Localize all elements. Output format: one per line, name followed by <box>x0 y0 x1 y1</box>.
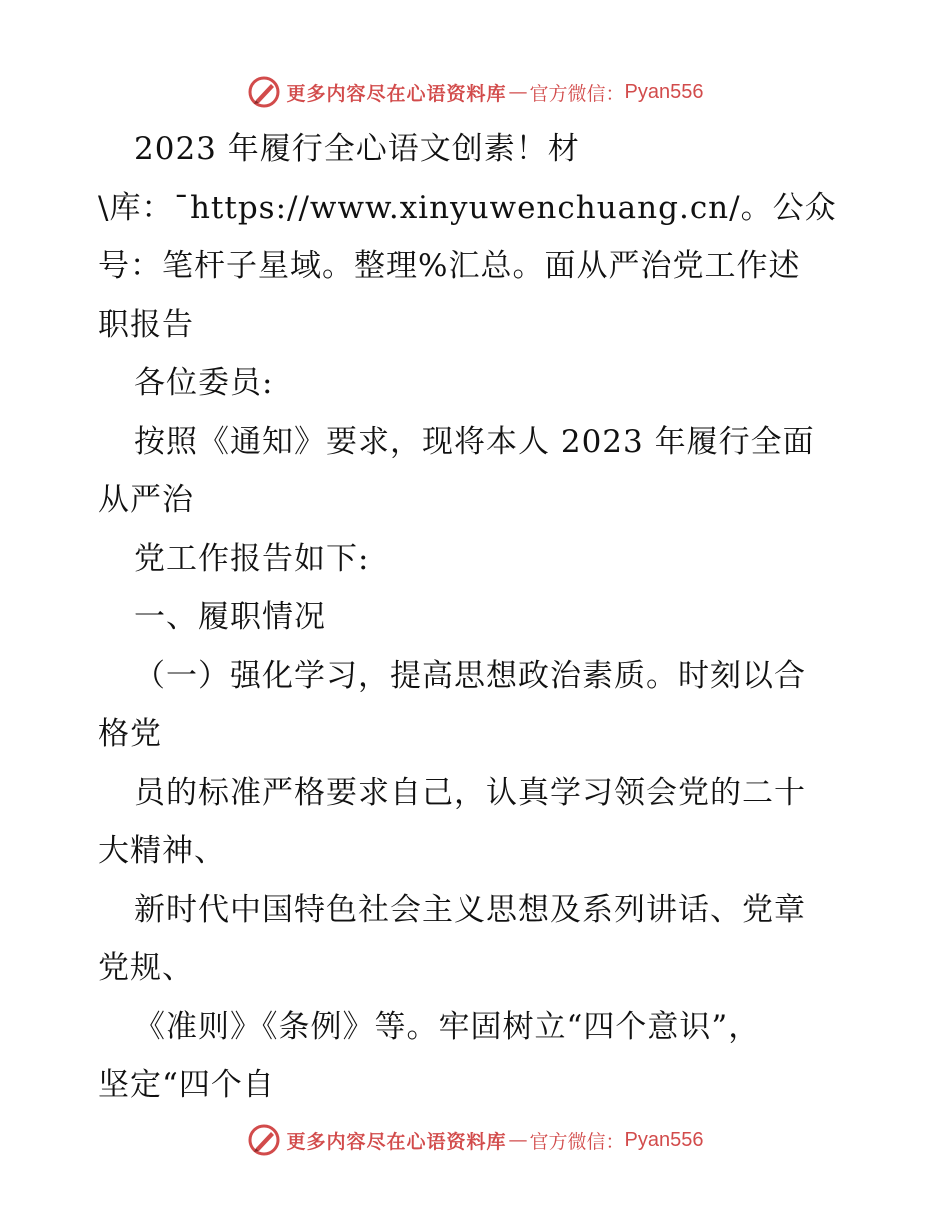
text-line: 党工作报告如下: <box>134 540 370 577</box>
text-line: \库：¯https://www.xinyuwenchuang.cn/。公众 <box>98 189 837 226</box>
text-line: （一）强化学习，提高思想政治素质。时刻以合 <box>134 657 806 694</box>
text-line: 员的标准严格要求自己，认真学习领会党的二十 <box>134 774 806 811</box>
text-line: 按照《通知》要求，现将本人 2023 年履行全面 <box>134 423 815 460</box>
text-line: 号：笔杆子星域。整理%汇总。面从严治党工作述 <box>98 248 801 284</box>
banner-official-label: 官方微信： <box>529 82 625 105</box>
text-line: 坚定“四个自 <box>98 1067 275 1103</box>
text-line: 各位委员: <box>134 365 274 401</box>
text-line: 《准则》《条例》等。牢固树立“四个意识”， <box>134 1008 761 1045</box>
banner-main-text: 更多内容尽在心语资料库 <box>286 1130 507 1153</box>
text-line: 一、履职情况 <box>134 599 326 635</box>
footer-watermark-banner <box>0 1120 950 1160</box>
text-line: 格党 <box>98 716 162 752</box>
header-watermark-banner <box>0 72 950 112</box>
banner-wechat-id: Pyan556 <box>624 80 704 103</box>
pen-logo-icon <box>247 75 281 109</box>
banner-official-label: 官方微信： <box>529 1130 625 1153</box>
text-line: 大精神、 <box>98 833 226 869</box>
text-line: 2023 年履行全心语文创素！材 <box>134 131 580 167</box>
text-line: 从严治 <box>98 482 194 518</box>
pen-logo-icon <box>247 1123 281 1157</box>
banner-dash: — <box>508 1129 528 1151</box>
document-body <box>98 120 858 1115</box>
text-line: 新时代中国特色社会主义思想及系列讲话、党章 <box>134 891 806 928</box>
banner-main-text: 更多内容尽在心语资料库 <box>286 82 507 105</box>
text-line: 党规、 <box>98 950 194 986</box>
banner-dash: — <box>508 81 528 103</box>
banner-wechat-id: Pyan556 <box>624 1128 704 1151</box>
text-line: 职报告 <box>98 306 194 343</box>
